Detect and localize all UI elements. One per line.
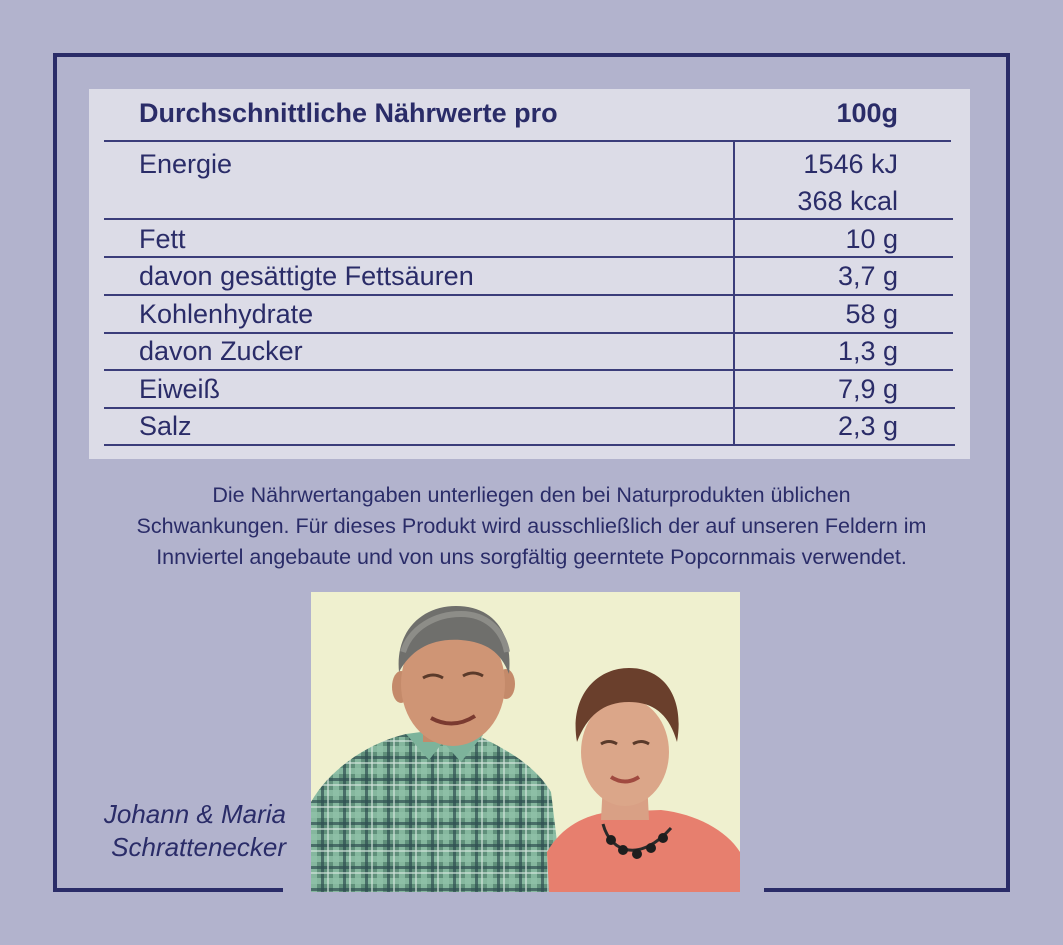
farmers-caption [60, 798, 290, 864]
caption-line-1: Johann & Maria [103, 799, 286, 829]
table-divider [104, 256, 953, 258]
row-value-kohlenhydrate: 58 g [845, 299, 898, 329]
row-label-zucker: davon Zucker [139, 336, 303, 366]
nutrition-header-value: 100g [836, 98, 898, 128]
caption-line-2: Schrattenecker [111, 832, 286, 862]
nutrition-note [60, 480, 1003, 573]
table-divider [104, 294, 953, 296]
note-line-2: Schwankungen. Für dieses Produkt wird ausschließlich der auf unseren Feldern im [136, 514, 927, 538]
row-label-gesaettigte-fettsaeuren: davon gesättigte Fettsäuren [139, 261, 474, 291]
row-value-gesaettigte-fettsaeuren: 3,7 g [837, 261, 898, 291]
frame-bottom-left-border [53, 888, 283, 892]
row-value-salz: 2,3 g [837, 411, 898, 441]
row-label-fett: Fett [139, 224, 186, 254]
frame-top-border [53, 53, 1010, 57]
frame-left-border [53, 53, 57, 892]
row-value-fett: 10 g [845, 224, 898, 254]
farmers-photo-illustration [311, 592, 740, 892]
row-value-zucker: 1,3 g [837, 336, 898, 366]
table-column-divider [733, 140, 735, 445]
row-value-energie-kcal: 368 kcal [797, 186, 898, 216]
note-line-1: Die Nährwertangaben unterliegen den bei Naturprodukten üblichen [212, 483, 851, 507]
row-label-eiweiss: Eiweiß [139, 374, 221, 404]
table-divider [104, 444, 955, 446]
row-value-eiweiss: 7,9 g [837, 374, 898, 404]
farmers-photo [311, 592, 740, 892]
row-label-energie: Energie [139, 149, 233, 179]
table-divider [104, 407, 955, 409]
table-divider [104, 218, 953, 220]
table-divider [104, 140, 951, 142]
row-label-salz: Salz [139, 411, 192, 441]
note-line-3: Innviertel angebaute und von uns sorgfältig geerntete Popcornmais verwendet. [156, 545, 907, 569]
table-divider [104, 369, 953, 371]
table-divider [104, 332, 953, 334]
row-label-kohlenhydrate: Kohlenhydrate [139, 299, 314, 329]
row-value-energie-kj: 1546 kJ [803, 149, 898, 179]
frame-bottom-right-border [764, 888, 1010, 892]
frame-right-border [1006, 53, 1010, 892]
nutrition-header-label: Durchschnittliche Nährwerte pro [139, 98, 558, 128]
